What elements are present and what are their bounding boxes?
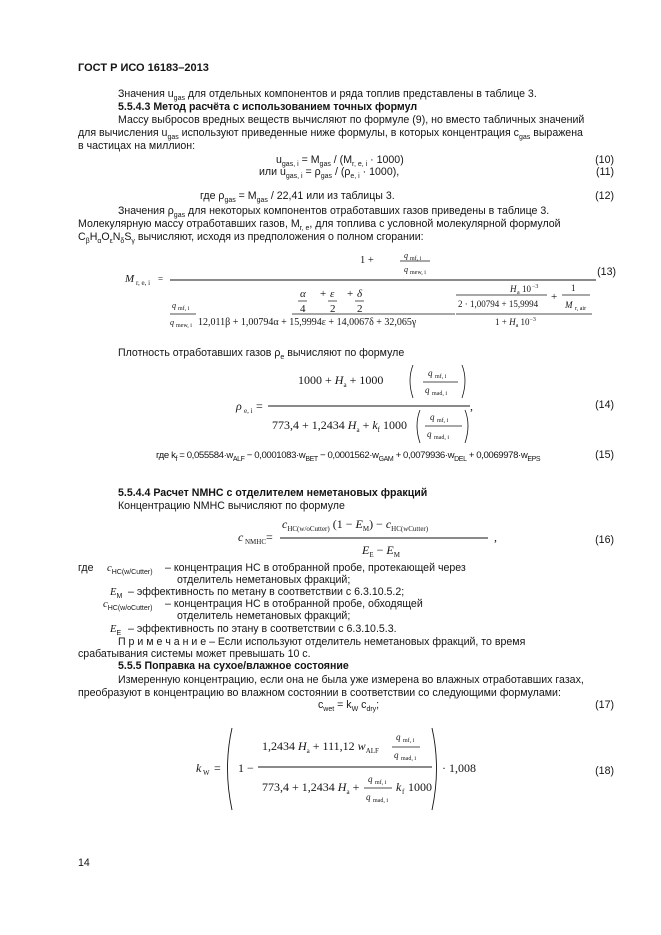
svg-text:mf, i: mf, i (375, 780, 387, 786)
definition-1-text: – концентрация НС в отобранной пробе, протекающей через (165, 562, 466, 574)
formula-13 (0, 250, 661, 345)
svg-text:q: q (427, 429, 432, 439)
section-heading: 5.5.5 Поправка на сухое/влажное состояние (118, 660, 349, 672)
svg-text:mew, i: mew, i (410, 270, 426, 276)
svg-text:ρ: ρ (236, 399, 242, 413)
note: П р и м е ч а н и е – Если используют отделитель неметановых фракций, то время (118, 636, 526, 648)
svg-text:mf, i: mf, i (403, 738, 415, 744)
svg-text:10: 10 (522, 284, 531, 294)
page-number: 14 (78, 857, 90, 869)
svg-text:α: α (300, 288, 306, 300)
svg-text:+: + (347, 288, 354, 300)
equation-number: (12) (595, 190, 614, 202)
definition-4-text: – эффективность по этану в соответствии с 6.3.10.5.3. (128, 623, 397, 635)
svg-text:q: q (396, 732, 401, 742)
svg-text:q: q (425, 385, 430, 395)
section-heading: 5.5.4.3 Метод расчёта с использованием точных формул (118, 101, 418, 113)
svg-text:mad, i: mad, i (432, 391, 447, 397)
svg-text:2: 2 (357, 303, 363, 315)
svg-text:12,011β + 1,00794α + 15,9994ε: 12,011β + 1,00794α + 15,9994ε + 14,0067δ + 32,065γ (198, 317, 417, 328)
definition-1: $c_{HC(w/Cutter)}$ (107, 563, 153, 577)
svg-text:q: q (368, 774, 373, 784)
paragraph: Значения $\rho_{gas}$ для некоторых компонентов отработавших газов приведены в таблице 3. (118, 205, 550, 220)
note: срабатывания системы может превышать 10 с. (78, 648, 311, 660)
svg-text:f: f (402, 788, 405, 796)
svg-text:δ: δ (357, 288, 363, 300)
svg-text:k: k (196, 761, 202, 775)
svg-text:q: q (366, 792, 371, 802)
svg-text:=: = (214, 761, 221, 775)
svg-text:−3: −3 (532, 284, 539, 290)
svg-text:=: = (266, 530, 273, 544)
svg-text:=: = (256, 399, 263, 413)
equation-number: (11) (595, 166, 614, 178)
svg-text:773,4 + 1,2434 Ha +: 773,4 + 1,2434 $H_a$ + (262, 780, 360, 796)
paragraph: Массу выбросов вредных веществ вычисляют по формуле (9), но вместо табличных значений (118, 114, 585, 126)
svg-text:q: q (172, 301, 176, 310)
paragraph: преобразуют в концентрацию во влажном состоянии в соответствии со следующими формулами: (78, 687, 561, 699)
svg-text:,: , (470, 399, 473, 413)
formula-15: где $k_f = 0,055584\cdot w_{ALF} - 0,0001083\cdot w_{BET} - 0,0001562\cdot w_{GAM} + 0,0079936\cdot w_{DEL} + 0,0069978\cdot w_{EPS}$ (156, 450, 541, 463)
svg-text:a: a (517, 290, 520, 296)
svg-text:H: H (510, 284, 517, 294)
paragraph: Молекулярную массу отработавших газов, $M_{r, e}$, для топлива с условной молекулярной формулой (78, 218, 561, 233)
definition-4: $E_E$ (110, 624, 122, 638)
svg-text:r, e, i: r, e, i (136, 279, 151, 287)
svg-text:M: M (565, 300, 573, 310)
svg-text:q: q (404, 251, 408, 260)
equation-number: (17) (595, 699, 614, 711)
svg-text:M: M (125, 273, 135, 285)
svg-text:mf, i: mf, i (437, 418, 449, 424)
svg-text:1: 1 (571, 283, 576, 293)
svg-text:1 −: 1 − (238, 761, 254, 775)
svg-text:mf, i: mf, i (435, 374, 447, 380)
svg-text:1 + Ha 10−3: $1 + H_a$ $10^{-3}$ (495, 317, 536, 329)
svg-text:1,2434 Ha + 111,12 wALF: 1,2434 $H_a + 111,12$ $w_{ALF}$ (262, 739, 379, 755)
svg-text:ε: ε (330, 288, 335, 300)
svg-text:1000: 1000 (408, 780, 432, 794)
document-header: ГОСТ Р ИСО 16183–2013 (78, 62, 209, 74)
where-label: где (78, 562, 94, 574)
formula-17: $c_{wet} = k_W$ $c_{dry}$; (318, 699, 380, 714)
definition-3-text2: отделитель неметановых фракций; (177, 610, 351, 622)
section-heading: 5.5.4.4 Расчет NMHC с отделителем неметановых фракций (118, 487, 428, 499)
svg-text:mf, i: mf, i (178, 306, 190, 312)
svg-text:mew, i: mew, i (176, 323, 192, 329)
svg-text:q: q (428, 368, 433, 378)
svg-text:mad, i: mad, i (434, 435, 449, 441)
svg-text:=: = (158, 274, 164, 284)
formula-18 (0, 718, 661, 818)
svg-text:2: 2 (330, 303, 336, 315)
svg-text:+: + (551, 291, 558, 303)
equation-number: (13) (597, 266, 616, 278)
svg-text:mf, i: mf, i (410, 256, 422, 262)
equation-number: (10) (595, 154, 614, 166)
formula-12: где $\rho_{gas} = M_{gas} / 22,41$ или из таблицы 3. (200, 190, 395, 205)
definition-2-text: – эффективность по метану в соответствии с 6.3.10.5.2; (128, 586, 405, 598)
svg-text:1000 + Ha + 1000: $1000 + H_a + 1000$ (298, 373, 384, 389)
equation-number: (14) (595, 399, 614, 411)
formula-10: $u_{gas, i} = M_{gas} / (M_{r, e, i} \cdot 1000)$ (276, 154, 404, 169)
equation-number: (16) (595, 534, 614, 546)
paragraph: Значения $u_{gas}$ для отдельных компонентов и ряда топлив представлены в таблице 3. (118, 88, 537, 103)
svg-text:+: + (320, 288, 327, 300)
paragraph: Концентрацию NMHC вычисляют по формуле (118, 500, 345, 512)
svg-text:EE − EM: $E_E - E_M$ (362, 543, 400, 559)
paragraph: в частицах на миллион: (78, 140, 196, 152)
svg-text:q: q (170, 318, 174, 327)
svg-text:e, i: e, i (244, 407, 253, 415)
paragraph: $C_\beta H_\alpha O_\varepsilon N_\delta S_\gamma$ вычисляют, исходя из предположения о полном сгорании: (78, 231, 424, 246)
svg-text:NMHC: NMHC (245, 538, 267, 546)
svg-text:,: , (494, 530, 497, 544)
definition-2: $E_M$ (110, 587, 123, 601)
svg-text:2 · 1,00794 + 15,9994: 2 · 1,00794 + 15,9994 (458, 299, 539, 309)
definition-1-text2: отделитель неметановых фракций; (177, 574, 351, 586)
paragraph: для вычисления $u_{gas}$ используют приведенные ниже формулы, в которых концентрация $c_{gas}$ выражена (78, 127, 583, 142)
svg-text:r, air: r, air (575, 306, 587, 312)
svg-text:773,4 + 1,2434 Ha + kf 1000: 773,4 + 1,2434 $H_a + k_f$ 1000 (272, 418, 408, 434)
svg-text:4: 4 (300, 303, 306, 315)
formula-11: или $u_{gas, i} = \rho_{gas} / (\rho_{e, i} \cdot 1000)$, (259, 166, 400, 181)
definition-3-text: – концентрация НС в отобранной пробе, обходящей (165, 598, 423, 610)
svg-text:W: W (203, 769, 210, 777)
svg-text:1 +: 1 + (360, 255, 374, 266)
equation-number: (15) (595, 449, 614, 461)
svg-text:q: q (404, 265, 408, 274)
equation-number: (18) (595, 765, 614, 777)
svg-text:k: k (396, 780, 402, 794)
svg-text:q: q (430, 412, 435, 422)
formula-14 (0, 360, 661, 445)
definition-3: $c_{HC(w/oCutter)}$ (103, 599, 153, 613)
svg-text:c: c (238, 530, 244, 544)
svg-text:q: q (394, 750, 399, 760)
svg-text:cHC(w/oCutter) (1 − EM) − cHC(: $c_{HC(w/oCutter)}$ $(1 - E_M) - c_{HC(wCutter)}$ (282, 517, 429, 533)
paragraph: Плотность отработавших газов $\rho_e$ вычисляют по формуле (118, 347, 405, 362)
svg-text:mad, i: mad, i (401, 756, 416, 762)
formula-16 (0, 512, 661, 562)
paragraph: Измеренную концентрацию, если она не была уже измерена во влажных отработавших газах, (118, 674, 584, 686)
svg-text:· 1,008: · 1,008 (442, 761, 476, 775)
svg-text:mad, i: mad, i (373, 798, 388, 804)
